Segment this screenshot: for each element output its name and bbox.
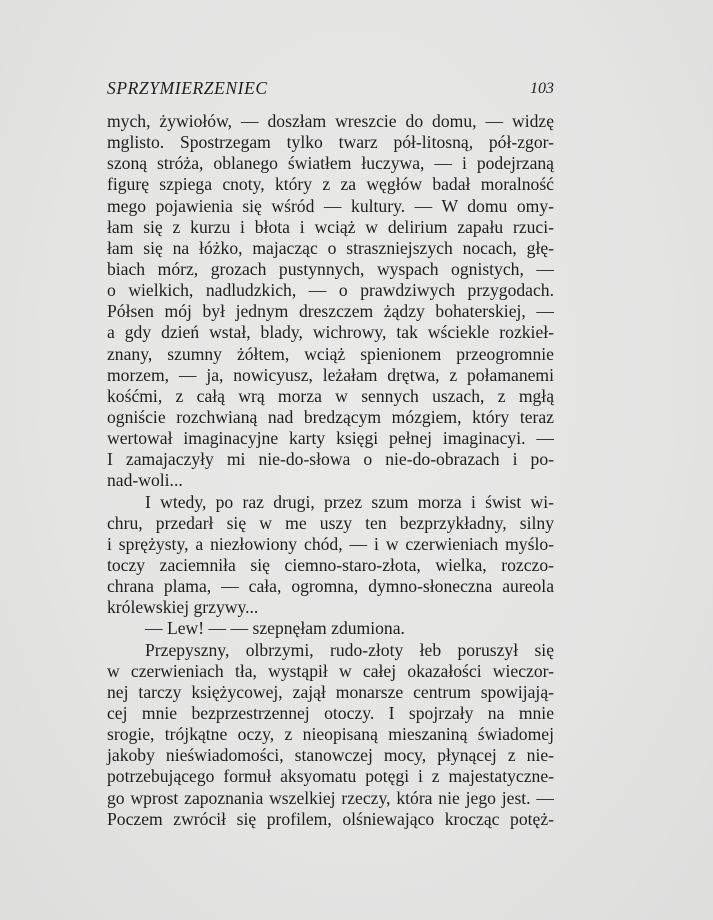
text-line: łam się na łóżko, majacząc o straszniejszych nocach, głę- <box>107 237 554 258</box>
text-line: potrzebującego formuł aksyomatu potęgi i z majestatyczne- <box>107 766 554 787</box>
text-line: ogniście rozchwianą nad bredzącym mózgiem, który teraz <box>107 406 554 427</box>
text-line: Przepyszny, olbrzymi, rudo-złoty łeb poruszył się <box>145 639 554 660</box>
text-line: łam się z kurzu i błota i wciąż w delirium zapału rzuci- <box>107 216 554 237</box>
text-line: cej mnie bezprzestrzennej otoczy. I spojrzały na mnie <box>107 702 554 723</box>
text-line: i sprężysty, a niezłowiony chód, — i w czerwieniach myślo- <box>107 533 554 554</box>
text-line: mych, żywiołów, — doszłam wreszcie do domu, — widzę <box>107 111 554 131</box>
text-line: I zamajaczyły mi nie-do-słowa o nie-do-obrazach i po- <box>107 449 554 470</box>
text-line: w czerwieniach tła, wystąpił w całej okazałości wieczor- <box>107 660 554 681</box>
chapter-title: SPRZYMIERZENIEC <box>107 78 268 98</box>
text-line: mego pojawienia się wśród — kultury. — W domu omy- <box>107 195 554 216</box>
text-line: znany, szumny żółtem, wciąż spienionem przeogromnie <box>107 343 554 364</box>
text-line: szoną stróża, oblanego światłem łuczywa, — i podejrzaną <box>107 153 554 174</box>
text-line: mglisto. Spostrzegam tylko twarz pół-litosną, pół-zgor- <box>107 132 554 153</box>
text-line: nad-woli... <box>107 470 183 491</box>
text-line: go wprost zapoznania wszelkiej rzeczy, która nie jego jest. — <box>107 787 554 808</box>
text-line: toczy zaciemniła się ciemno-staro-złota, wielka, rozczo- <box>107 554 554 575</box>
text-line: królewskiej grzywy... <box>107 597 259 618</box>
text-line: jakoby nieświadomości, stanowczej mocy, płynącej z nie- <box>107 745 554 766</box>
text-line: Półsen mój był jednym dreszczem żądzy bohaterskiej, — <box>107 301 554 322</box>
text-line: I wtedy, po raz drugi, przez szum morza i świst wi- <box>145 491 554 512</box>
page-number: 103 <box>530 80 554 97</box>
text-line: chrana plama, — cała, ogromna, dymno-słoneczna aureola <box>107 576 554 597</box>
text-line: Poczem zwrócił się profilem, olśniewająco krocząc potęż- <box>107 808 554 829</box>
text-line: srogie, trójkątne oczy, z nieopisaną mieszaniną świadomej <box>107 724 554 745</box>
running-head <box>107 78 554 100</box>
text-line: kośćmi, z całą wrą morza w sennych uszach, z mgłą <box>107 385 554 406</box>
text-line: nej tarczy księżycowej, zajął monarsze centrum spowijają- <box>107 681 554 702</box>
text-line: chru, przedarł się w me uszy ten bezprzykładny, silny <box>107 512 554 533</box>
text-line: o wielkich, nadludzkich, — o prawdziwych przygodach. <box>107 280 554 301</box>
text-line: a gdy dzień wstał, blady, wichrowy, tak wściekle rozkieł- <box>107 322 554 343</box>
text-line: wertował imaginacyjne karty księgi pełnej imaginacyi. — <box>107 428 554 449</box>
body-text <box>107 111 554 830</box>
text-line: figurę szpiega cnoty, który z za węgłów badał moralność <box>107 174 554 195</box>
text-line: biach mórz, grozach pustynnych, wyspach ognistych, — <box>107 258 554 279</box>
text-line: — Lew! — — szepnęłam zdumiona. <box>145 618 405 639</box>
text-line: morzem, — ja, nowicyusz, leżałam drętwa, z połamanemi <box>107 364 554 385</box>
